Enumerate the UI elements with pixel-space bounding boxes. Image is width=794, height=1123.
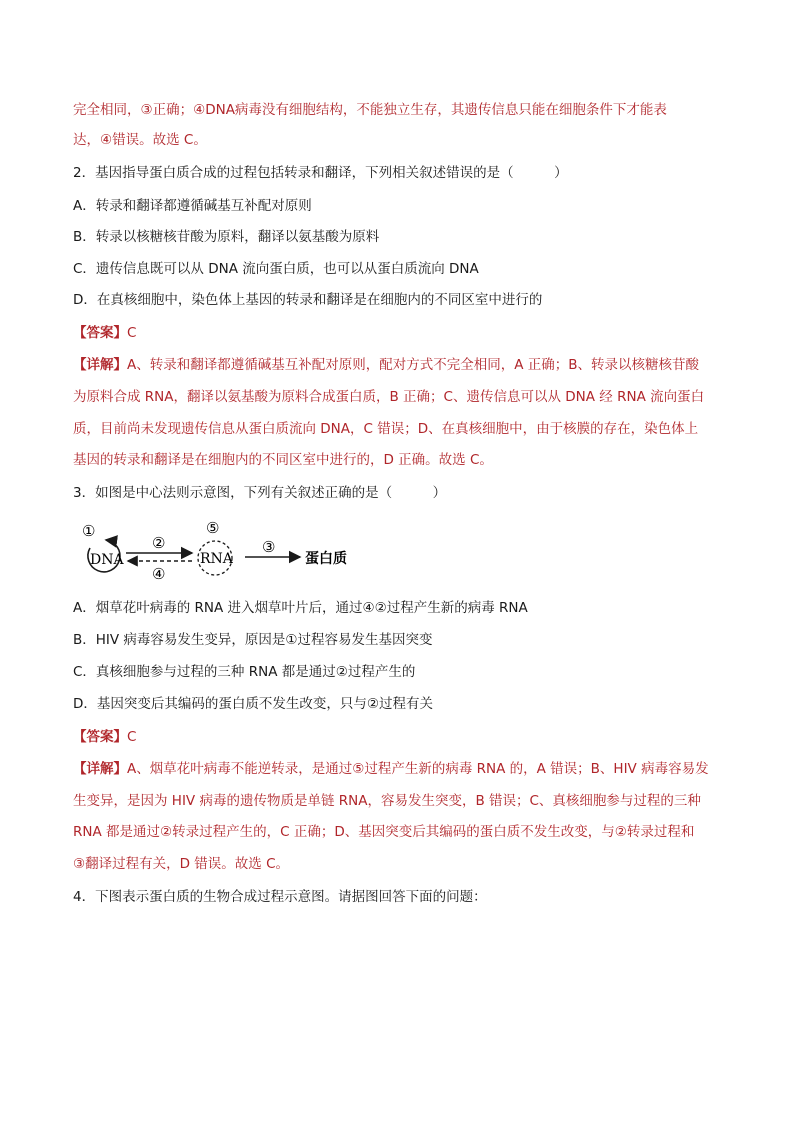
question-3-option-a: A．烟草花叶病毒的 RNA 进入烟草叶片后，通过④②过程产生新的病毒 RNA: [73, 600, 528, 616]
question-2-option-b: B．转录以核糖核苷酸为原料，翻译以氨基酸为原料: [73, 229, 380, 245]
label-n2: ②: [152, 534, 166, 552]
question-3-answer: [73, 726, 733, 748]
label-n3: ③: [262, 538, 276, 556]
detail-label: 【详解】: [73, 357, 127, 373]
answer-value: C: [127, 325, 137, 341]
answer-label: 【答案】: [73, 729, 127, 745]
question-2-detail-line-1: [73, 354, 733, 376]
label-n4: ④: [152, 565, 166, 583]
question-2-option-c: C．遗传信息既可以从 DNA 流向蛋白质，也可以从蛋白质流向 DNA: [73, 261, 479, 277]
detail-text: A、转录和翻译都遵循碱基互补配对原则，配对方式不完全相同，A 正确；B、转录以核糖核苷酸: [127, 357, 700, 373]
label-n5: ⑤: [206, 519, 220, 537]
question-4-stem: 4．下图表示蛋白质的生物合成过程示意图。请据图回答下面的问题：: [73, 889, 487, 905]
question-2-option-a: A．转录和翻译都遵循碱基互补配对原则: [73, 198, 312, 214]
question-3-option-b: B．HIV 病毒容易发生变异，原因是①过程容易发生基因突变: [73, 632, 433, 648]
label-dna: DNA: [90, 552, 124, 568]
question-2-detail-line-3: 质，目前尚未发现遗传信息从蛋白质流向 DNA，C 错误；D、在真核细胞中，由于核膜的存在，染色体上: [73, 421, 699, 437]
label-rna: RNA: [200, 551, 233, 567]
continuation-line-1: 完全相同，③正确；④DNA病毒没有细胞结构，不能独立生存，其遗传信息只能在细胞条件下才能表: [73, 102, 667, 118]
question-2-detail-line-4: 基因的转录和翻译是在细胞内的不同区室中进行的，D 正确。故选 C。: [73, 452, 493, 468]
detail-text: A、烟草花叶病毒不能逆转录，是通过⑤过程产生新的病毒 RNA 的，A 错误；B、HIV 病毒容易发: [127, 761, 709, 777]
question-3-option-d: D．基因突变后其编码的蛋白质不发生改变，只与②过程有关: [73, 696, 433, 712]
question-2-stem: 2．基因指导蛋白质合成的过程包括转录和翻译，下列相关叙述错误的是（ ）: [73, 165, 568, 181]
answer-label: 【答案】: [73, 325, 127, 341]
question-3-detail-line-1: [73, 758, 733, 780]
question-3-detail-line-4: ③翻译过程有关，D 错误。故选 C。: [73, 856, 290, 872]
label-n1: ①: [82, 522, 96, 540]
question-3-stem: 3．如图是中心法则示意图，下列有关叙述正确的是（ ）: [73, 485, 447, 501]
question-2-option-d: D．在真核细胞中，染色体上基因的转录和翻译是在细胞内的不同区室中进行的: [73, 292, 543, 308]
continuation-line-2: 达，④错误。故选 C。: [73, 132, 207, 148]
question-3-detail-line-3: RNA 都是通过②转录过程产生的，C 正确；D、基因突变后其编码的蛋白质不发生改变，与②转录过程和: [73, 824, 695, 840]
question-3-option-c: C．真核细胞参与过程的三种 RNA 都是通过②过程产生的: [73, 664, 416, 680]
answer-value: C: [127, 729, 137, 745]
central-dogma-svg: [70, 518, 370, 584]
central-dogma-diagram: [70, 518, 370, 584]
detail-label: 【详解】: [73, 761, 127, 777]
label-protein: 蛋白质: [305, 551, 347, 567]
question-2-answer: [73, 322, 733, 344]
question-2-detail-line-2: 为原料合成 RNA，翻译以氨基酸为原料合成蛋白质，B 正确；C、遗传信息可以从 DNA 经 RNA 流向蛋白: [73, 389, 705, 405]
question-3-detail-line-2: 生变异，是因为 HIV 病毒的遗传物质是单链 RNA，容易发生突变，B 错误；C、真核细胞参与过程的三种: [73, 793, 701, 809]
